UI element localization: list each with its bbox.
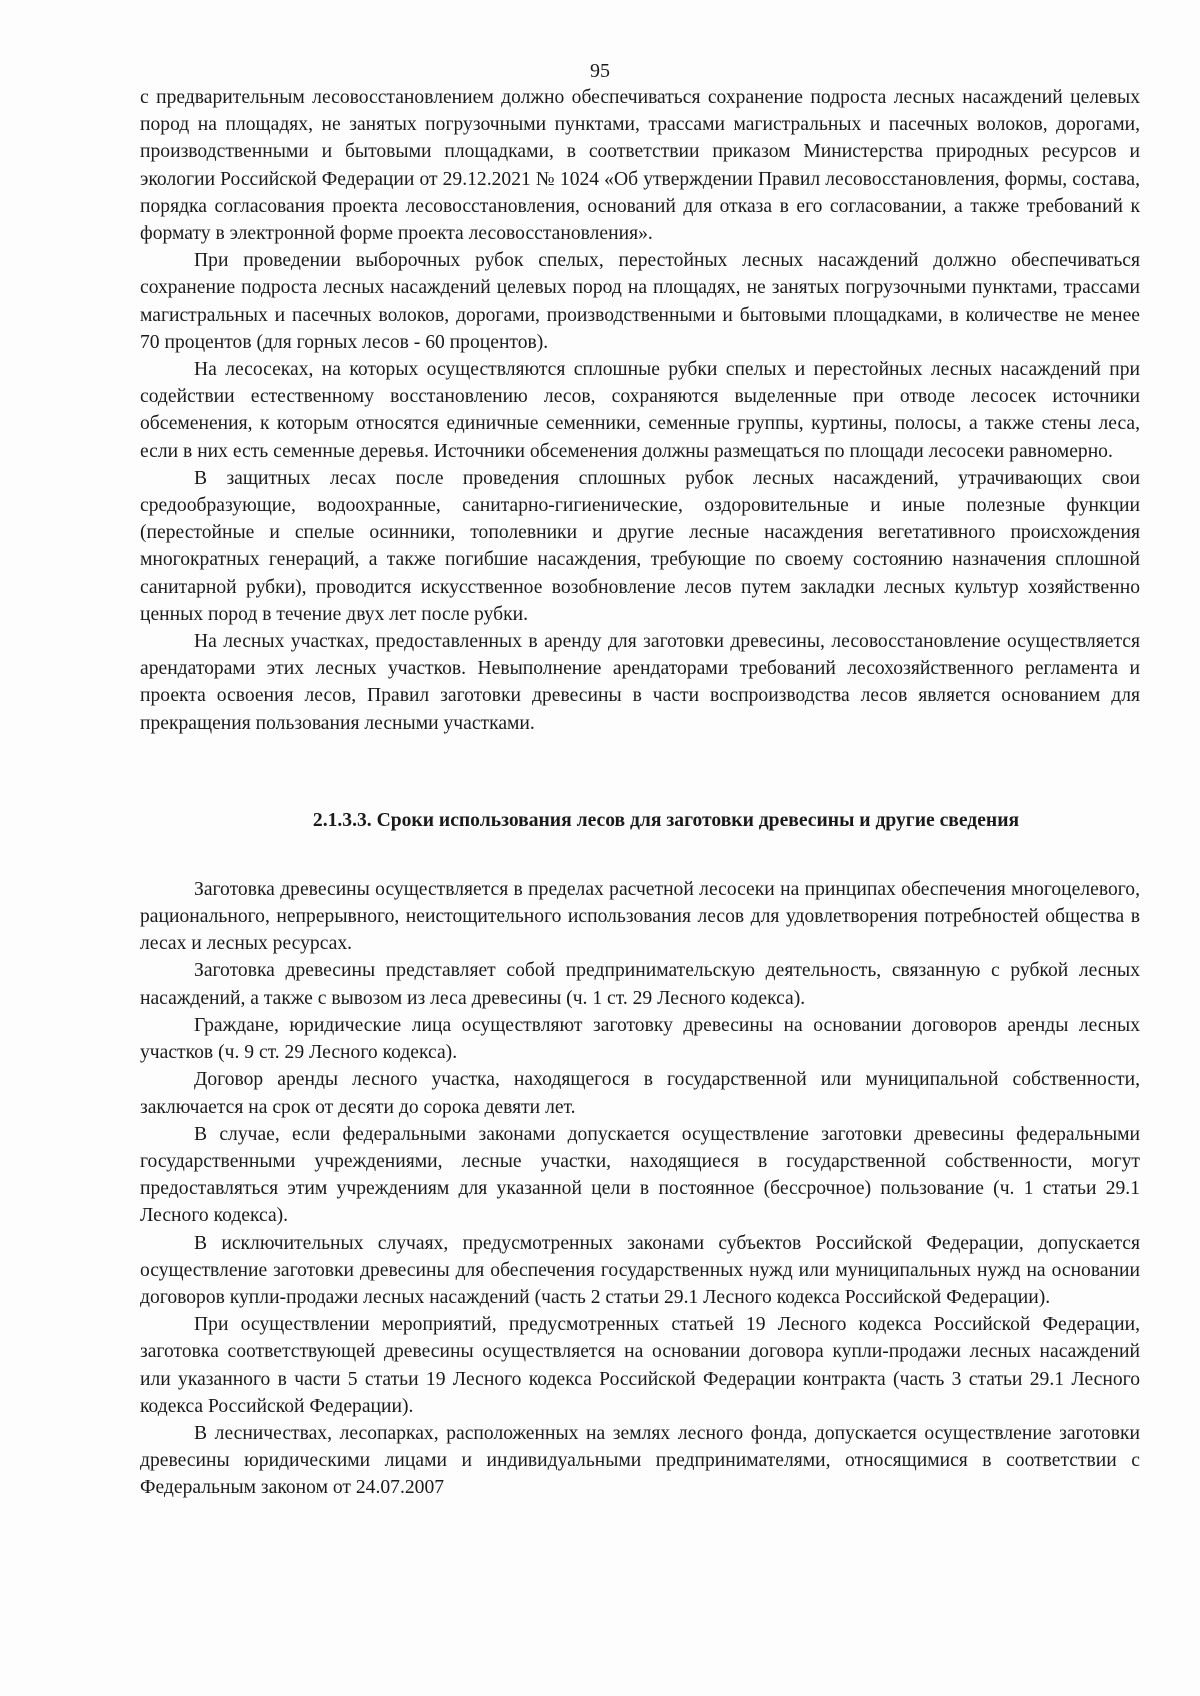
paragraph: В случае, если федеральными законами допускается осуществление заготовки древесины федеральными государственными учреждениями, лесные участки, находящиеся в государственной собственности, могут предоставляться этим учреждениям для указанной цели в постоянное (бессрочное) пользование (ч. 1 статьи 29.1 Лесного кодекса). — [140, 1123, 1140, 1227]
paragraph: В защитных лесах после проведения сплошных рубок лесных насаждений, утрачивающих свои средообразующие, водоохранные, санитарно-гигиенические, оздоровительные и иные полезные функции (перестойные и спелые осинники, тополевники и другие лесные насаждения вегетативного происхождения многократных генераций, а также погибшие насаждения, требующие по своему состоянию назначения сплошной санитарной рубки), проводится искусственное возобновление лесов путем закладки лесных культур хозяйственно ценных пород в течение двух лет после рубки. — [140, 467, 1140, 625]
paragraph: На лесосеках, на которых осуществляются сплошные рубки спелых и перестойных лесных насаждений при содействии естественному восстановлению лесов, сохраняются выделенные при отводе лесосек источники обсеменения, к которым относятся единичные семенники, семенные группы, куртины, полосы, а также стены леса, если в них есть семенные деревья. Источники обсеменения должны размещаться по площади лесосеки равномерно. — [140, 359, 1140, 462]
paragraph: Заготовка древесины осуществляется в пределах расчетной лесосеки на принципах обеспечения многоцелевого, рационального, непрерывного, неистощительного использования лесов для удовлетворения потребностей общества в лесах и лесных ресурсах. — [140, 878, 1140, 955]
document-body — [140, 84, 1140, 1502]
paragraph: Заготовка древесины представляет собой предпринимательскую деятельность, связанную с рубкой лесных насаждений, а также с вывозом из леса древесины (ч. 1 ст. 29 Лесного кодекса). — [140, 960, 1140, 1009]
section-heading: 2.1.3.3. Сроки использования лесов для заготовки древесины и другие сведения — [312, 809, 1020, 831]
paragraph: На лесных участках, предоставленных в аренду для заготовки древесины, лесовосстановление осуществляется арендаторами этих лесных участков. Невыполнение арендаторами требований лесохозяйственного регламента и проекта освоения лесов, Правил заготовки древесины в части воспроизводства лесов является основанием для прекращения пользования лесными участками. — [140, 631, 1140, 734]
paragraph: При проведении выборочных рубок спелых, перестойных лесных насаждений должно обеспечиваться сохранение подроста лесных насаждений целевых пород на площадях, не занятых погрузочными пунктами, трассами магистральных и пасечных волоков, дорогами, производственными и бытовыми площадками, в количестве не менее 70 процентов (для горных лесов - 60 процентов). — [140, 250, 1140, 353]
paragraph: Граждане, юридические лица осуществляют заготовку древесины на основании договоров аренды лесных участков (ч. 9 ст. 29 Лесного кодекса). — [140, 1014, 1140, 1064]
paragraph: с предварительным лесовосстановлением должно обеспечиваться сохранение подроста лесных насаждений целевых пород на площадях, не занятых погрузочными пунктами, трассами магистральных и пасечных волоков, дорогами, производственными и бытовыми площадками, в соответствии приказом Министерства природных ресурсов и экологии Российской Федерации от 29.12.2021 № 1024 «Об утверждении Правил лесовосстановления, формы, состава, порядка согласования проекта лесовосстановления, оснований для отказа в его согласовании, а также требований к формату в электронной форме проекта лесовосстановления». — [140, 87, 1140, 245]
paragraph: Договор аренды лесного участка, находящегося в государственной или муниципальной собственности, заключается на срок от десяти до сорока девяти лет. — [140, 1069, 1140, 1118]
paragraph: При осуществлении мероприятий, предусмотренных статьей 19 Лесного кодекса Российской Федерации, заготовка соответствующей древесины осуществляется на основании договора купли-продажи лесных насаждений или указанного в части 5 статьи 19 Лесного кодекса Российской Федерации контракта (часть 3 статьи 29.1 Лесного кодекса Российской Федерации). — [140, 1314, 1140, 1417]
paragraph: В исключительных случаях, предусмотренных законами субъектов Российской Федерации, допускается осуществление заготовки древесины для обеспечения государственных нужд или муниципальных нужд на основании договоров купли-продажи лесных насаждений (часть 2 статьи 29.1 Лесного кодекса Российской Федерации). — [140, 1232, 1140, 1308]
page-number: 95 — [590, 60, 610, 82]
paragraph: В лесничествах, лесопарках, расположенных на землях лесного фонда, допускается осуществление заготовки древесины юридическими лицами и индивидуальными предпринимателями, относящимися в соответствии с Федеральным законом от 24.07.2007 — [140, 1422, 1140, 1499]
